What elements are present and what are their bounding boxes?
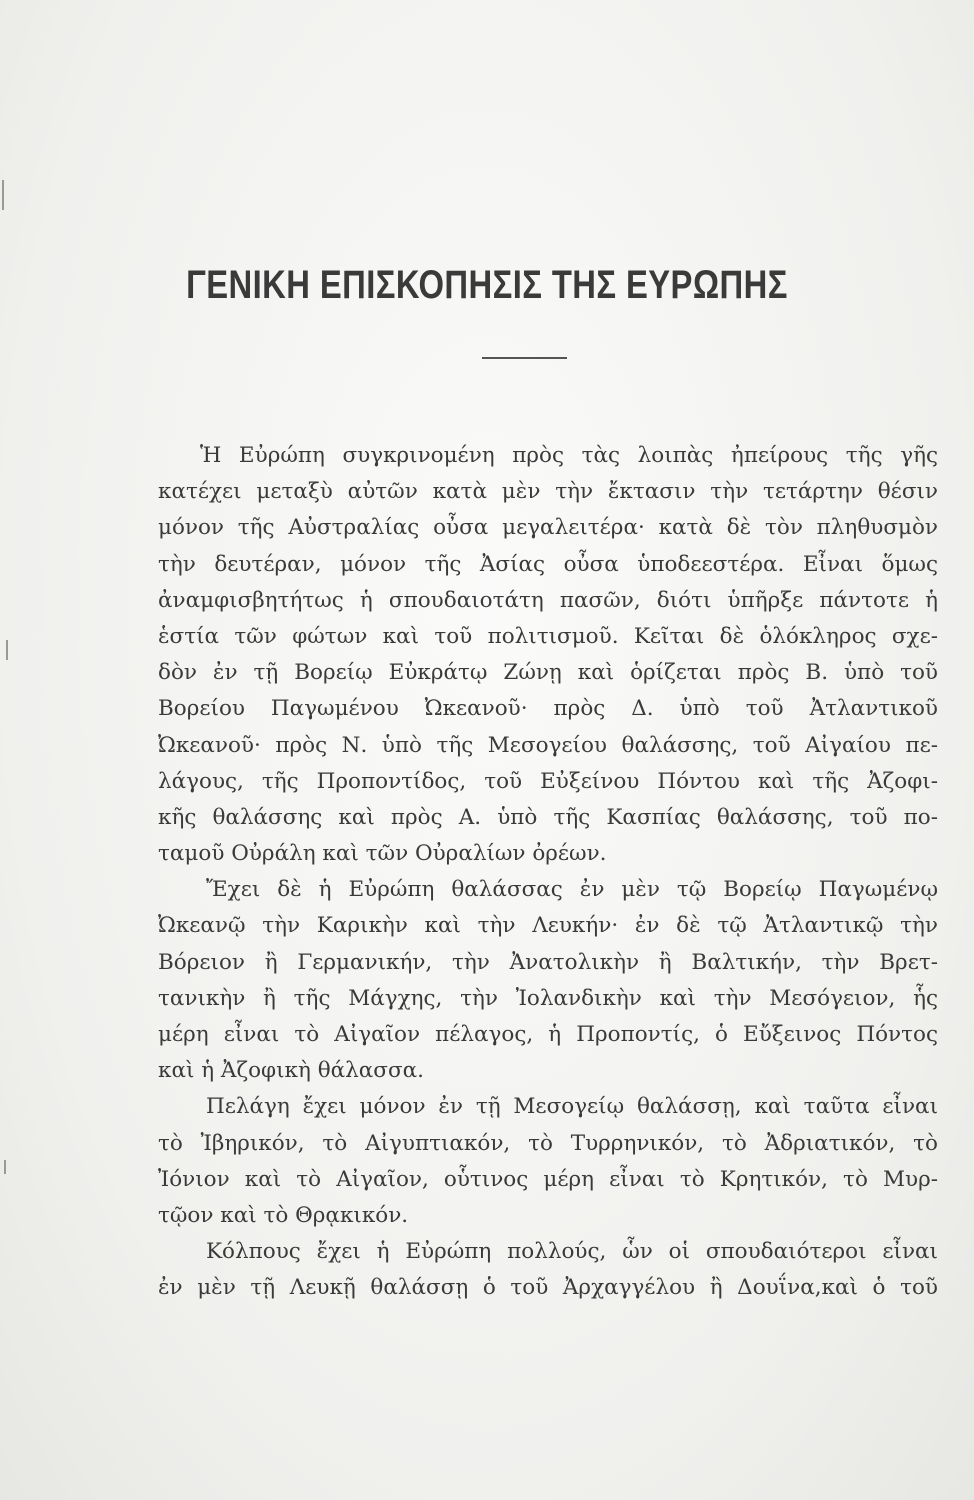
text-line: κῆς θαλάσσης καὶ πρὸς Α. ὑπὸ τῆς Κασπίας θαλάσσης, τοῦ πο- xyxy=(158,804,938,830)
title-divider xyxy=(482,357,567,359)
body-text xyxy=(158,438,938,1307)
text-line: Βορείου Παγωμένου Ὠκεανοῦ· πρὸς Δ. ὑπὸ τοῦ Ἀτλαντικοῦ xyxy=(158,696,938,722)
text-line: ταμοῦ Οὐράλη καὶ τῶν Οὐραλίων ὀρέων. xyxy=(158,841,607,867)
text-line: ἀναμφισβητήτως ἡ σπουδαιοτάτη πασῶν, διότι ὑπῆρξε πάντοτε ἡ xyxy=(158,587,938,613)
text-line: κατέχει μεταξὺ αὐτῶν κατὰ μὲν τὴν ἔκτασιν τὴν τετάρτην θέσιν xyxy=(158,479,938,505)
text-line: Πελάγη ἔχει μόνον ἐν τῇ Μεσογείῳ θαλάσσῃ, καὶ ταῦτα εἶναι xyxy=(206,1094,938,1120)
text-line: λάγους, τῆς Προποντίδος, τοῦ Εὐξείνου Πόντου καὶ τῆς Ἀζοφι- xyxy=(158,768,938,794)
text-line: ἐν μὲν τῇ Λευκῇ θαλάσσῃ ὁ τοῦ Ἀρχαγγέλου ἢ Δουΐνα,καὶ ὁ τοῦ xyxy=(158,1275,938,1301)
text-line: τανικὴν ἢ τῆς Μάγχης, τὴν Ἰολανδικὴν καὶ τὴν Μεσόγειον, ἧς xyxy=(158,985,938,1011)
text-line: μέρη εἶναι τὸ Αἰγαῖον πέλαγος, ἡ Προποντίς, ὁ Εὔξεινος Πόντος xyxy=(158,1022,938,1047)
text-line: Βόρειον ἢ Γερμανικήν, τὴν Ἀνατολικὴν ἢ Βαλτικήν, τὴν Βρετ- xyxy=(158,949,938,975)
text-line: δὸν ἐν τῇ Βορείῳ Εὐκράτῳ Ζώνῃ καὶ ὁρίζεται πρὸς Β. ὑπὸ τοῦ xyxy=(158,660,938,686)
text-line: Κόλπους ἔχει ἡ Εὐρώπη πολλούς, ὧν οἱ σπουδαιότεροι εἶναι xyxy=(206,1239,938,1265)
text-line: Ἰόνιον καὶ τὸ Αἰγαῖον, οὗτινος μέρη εἶναι τὸ Κρητικόν, τὸ Μυρ- xyxy=(158,1166,938,1192)
text-line: καὶ ἡ Ἀζοφικὴ θάλασσα. xyxy=(158,1058,425,1084)
text-line: ἑστία τῶν φώτων καὶ τοῦ πολιτισμοῦ. Κεῖται δὲ ὁλόκληρος σχε- xyxy=(158,623,938,649)
text-line: μόνον τῆς Αὐστραλίας οὖσα μεγαλειτέρα· κατὰ δὲ τὸν πληθυσμὸν xyxy=(158,515,938,541)
paragraph-gulfs xyxy=(158,1234,938,1306)
page-title: ΓΕΝΙΚΗ ΕΠΙΣΚΟΠΗΣΙΣ ΤΗΣ ΕΥΡΩΠΗΣ xyxy=(186,262,788,307)
text-line: τὴν δευτέραν, μόνον τῆς Ἀσίας οὖσα ὑποδεεστέρα. Εἶναι ὅμως xyxy=(158,551,938,577)
paragraph-seas xyxy=(158,872,938,1089)
left-margin-mark xyxy=(6,640,8,660)
text-line: Ὠκεανοῦ· πρὸς Ν. ὑπὸ τῆς Μεσογείου θαλάσσης, τοῦ Αἰγαίου πε- xyxy=(158,732,938,758)
text-line: τὸ Ἰβηρικόν, τὸ Αἰγυπτιακόν, τὸ Τυρρηνικόν, τὸ Ἀδριατικόν, τὸ xyxy=(158,1130,938,1156)
text-line: τῷον καὶ τὸ Θρᾳκικόν. xyxy=(158,1202,409,1228)
paragraph-boundaries xyxy=(158,438,938,872)
text-line: Ἡ Εὐρώπη συγκρινομένη πρὸς τὰς λοιπὰς ἠπείρους τῆς γῆς xyxy=(200,443,938,468)
text-line: Ὠκεανῷ τὴν Καρικὴν καὶ τὴν Λευκήν· ἐν δὲ τῷ Ἀτλαντικῷ τὴν xyxy=(158,913,938,939)
left-margin-mark xyxy=(4,1160,6,1174)
text-line: Ἔχει δὲ ἡ Εὐρώπη θαλάσσας ἐν μὲν τῷ Βορείῳ Παγωμένῳ xyxy=(206,877,938,903)
paragraph-pelagi xyxy=(158,1089,938,1234)
left-margin-mark xyxy=(2,180,4,210)
